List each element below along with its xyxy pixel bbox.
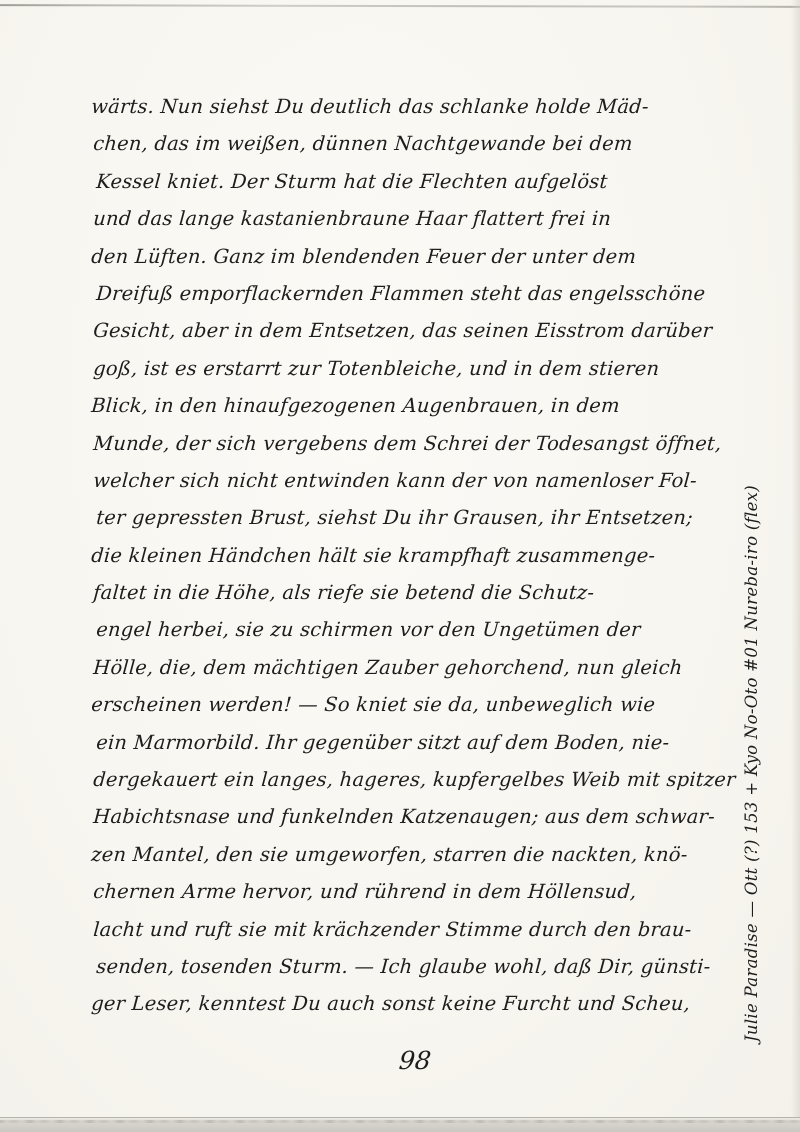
scanner-bottom-edge	[0, 1117, 800, 1132]
handwritten-line: senden, tosenden Sturm. — Ich glaube wohl, daß Dir, günsti-	[95, 954, 712, 978]
handwritten-line: Hölle, die, dem mächtigen Zauber gehorchend, nun gleich	[92, 655, 684, 679]
handwritten-line: ter gepressten Brust, siehst Du ihr Grausen, ihr Entsetzen;	[95, 506, 694, 530]
handwritten-line: lacht und ruft sie mit krächzender Stimme durch den brau-	[92, 917, 693, 941]
handwritten-line: Kessel kniet. Der Sturm hat die Flechten aufgelöst	[95, 169, 609, 193]
handwritten-line: Gesicht, aber in dem Entsetzen, das seinen Eisstrom darüber	[92, 319, 714, 343]
handwritten-line: Munde, der sich vergebens dem Schrei der Todesangst öffnet,	[92, 431, 723, 455]
handwritten-line: ger Leser, kenntest Du auch sonst keine Furcht und Scheu,	[90, 992, 691, 1016]
page-number: 98	[397, 1046, 433, 1075]
handwritten-line: Blick, in den hinaufgezogenen Augenbrauen, in dem	[90, 394, 621, 418]
handwritten-line: chen, das im weißen, dünnen Nachtgewande bei dem	[92, 132, 634, 156]
scanner-crease-line	[0, 4, 800, 8]
scanner-edge-shadow	[791, 0, 800, 1132]
handwritten-line: Dreifuß emporflackernden Flammen steht das engelsschöne	[95, 281, 707, 305]
handwritten-line: ein Marmorbild. Ihr gegenüber sitzt auf dem Boden, nie-	[95, 730, 671, 754]
handwritten-line: welcher sich nicht entwinden kann der von namenloser Fol-	[92, 468, 698, 492]
handwritten-line: chernen Arme hervor, und rührend in dem Höllensud,	[92, 880, 638, 904]
handwritten-line: wärts. Nun siehst Du deutlich das schlanke holde Mäd-	[90, 95, 650, 118]
handwritten-line: erscheinen werden! — So kniet sie da, unbeweglich wie	[90, 693, 657, 717]
handwritten-line: engel herbei, sie zu schirmen vor den Ungetümen der	[95, 618, 642, 642]
handwritten-line: und das lange kastanienbraune Haar flattert frei in	[92, 207, 612, 231]
handwritten-line: zen Mantel, den sie umgeworfen, starren die nackten, knö-	[90, 842, 689, 866]
handwritten-line: die kleinen Händchen hält sie krampfhaft zusammenge-	[90, 543, 657, 567]
handwritten-line: goß, ist es erstarrt zur Totenbleiche, und in dem stieren	[92, 356, 661, 380]
handwritten-line: Habichtsnase und funkelnden Katzenaugen; aus dem schwar-	[92, 805, 716, 829]
margin-note-pen-ink-annotation: Julie Paradise — Ott (?) 153 + Kyo No-Oto #01 Nureba-iro (flex)	[742, 485, 761, 1042]
handwritten-line: den Lüften. Ganz im blendenden Feuer der unter dem	[90, 244, 638, 268]
handwritten-text-block	[90, 88, 737, 1023]
handwritten-line: faltet in die Höhe, als riefe sie betend die Schutz-	[92, 581, 596, 605]
handwritten-line: dergekauert ein langes, hageres, kupfergelbes Weib mit spitzer	[92, 768, 737, 792]
